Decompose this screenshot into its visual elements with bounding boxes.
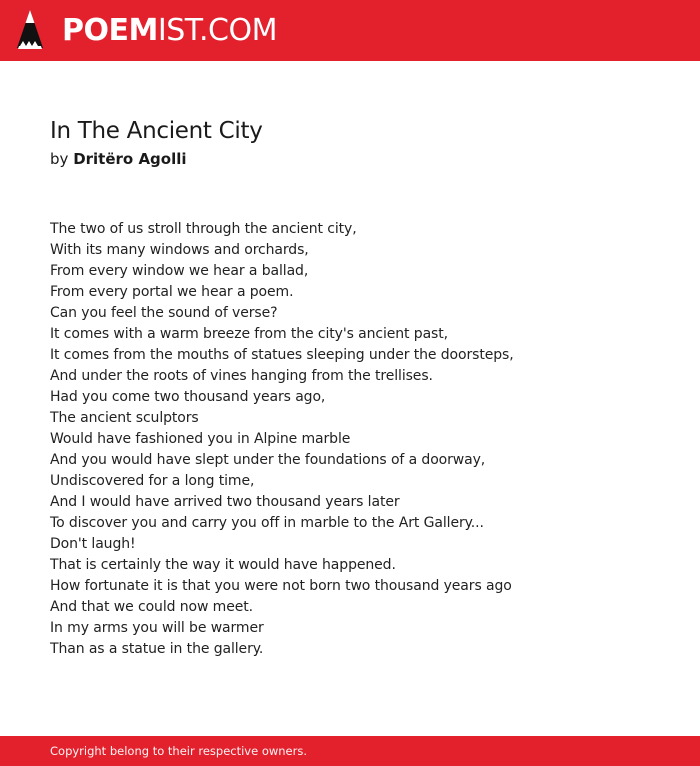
poem-line: The ancient sculptors <box>50 410 199 426</box>
poem-line: Undiscovered for a long time, <box>50 473 255 489</box>
poem-line: How fortunate it is that you were not born two thousand years ago <box>50 578 512 594</box>
poem-line: To discover you and carry you off in marble to the Art Gallery... <box>50 515 484 531</box>
poem-author: Dritëro Agolli <box>73 150 187 168</box>
poem-line: It comes from the mouths of statues sleeping under the doorsteps, <box>50 347 514 363</box>
poem-line: From every window we hear a ballad, <box>50 263 309 279</box>
poem-line: In my arms you will be warmer <box>50 620 264 636</box>
site-header <box>0 0 700 61</box>
poem-line: That is certainly the way it would have happened. <box>50 557 396 573</box>
byline-prefix: by <box>50 150 69 168</box>
poem-title: In The Ancient City <box>50 118 263 144</box>
copyright-notice: Copyright belong to their respective owners. <box>50 744 308 758</box>
poem-line: From every portal we hear a poem. <box>50 284 294 300</box>
poem-line: Would have fashioned you in Alpine marble <box>50 431 351 447</box>
poem-line: And that we could now meet. <box>50 599 253 615</box>
poem-line: It comes with a warm breeze from the city's ancient past, <box>50 326 448 342</box>
poem-line: Don't laugh! <box>50 536 136 552</box>
poem-line: And I would have arrived two thousand years later <box>50 494 400 510</box>
logo-bold-text: POEM <box>62 13 158 48</box>
logo-light-text: IST.COM <box>157 13 277 48</box>
poem-byline <box>50 148 187 170</box>
poem-body <box>50 219 670 660</box>
poem-line: And you would have slept under the foundations of a doorway, <box>50 452 486 468</box>
poem-line: Can you feel the sound of verse? <box>50 305 278 321</box>
pencil-logo-icon[interactable] <box>15 8 45 52</box>
poem-line: And under the roots of vines hanging from the trellises. <box>50 368 433 384</box>
poem-line: With its many windows and orchards, <box>50 242 309 258</box>
site-footer <box>0 736 700 766</box>
poem-line: Than as a statue in the gallery. <box>50 641 264 657</box>
poem-line: Had you come two thousand years ago, <box>50 389 326 405</box>
poem-line: The two of us stroll through the ancient city, <box>50 221 357 237</box>
site-logo-link[interactable] <box>62 13 277 49</box>
